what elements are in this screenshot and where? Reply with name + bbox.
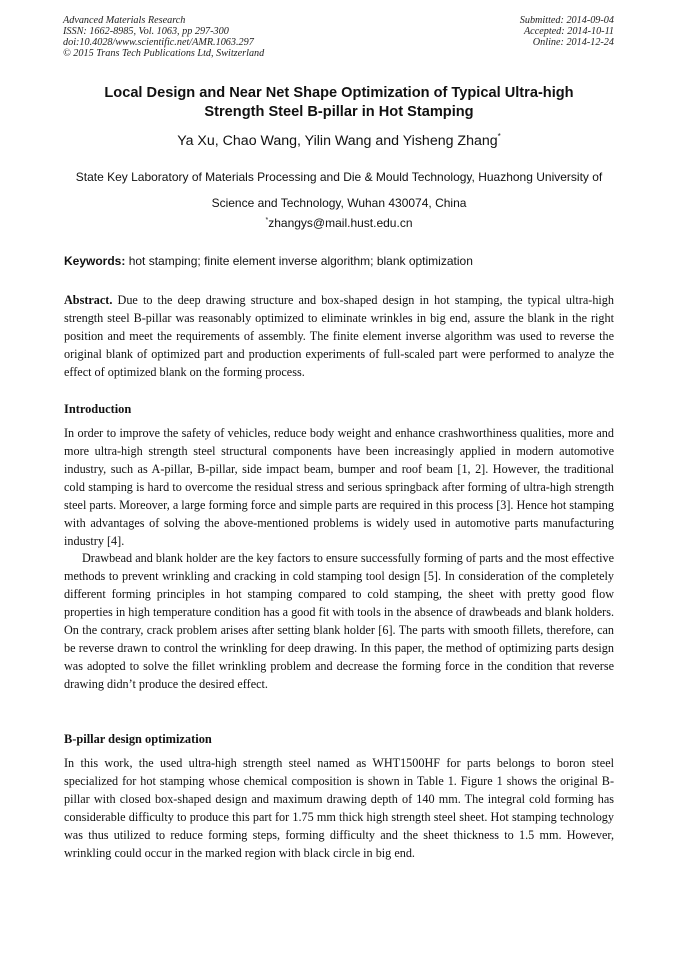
section-heading-introduction: Introduction [64,402,132,416]
keywords-label: Keywords: [64,254,126,268]
keywords-text: hot stamping; finite element inverse algorithm; blank optimization [125,254,473,268]
corresponding-mark: * [497,132,501,141]
keywords [64,253,616,269]
submitted-date: Submitted: 2014-09-04 [519,15,614,26]
affiliation [56,164,622,216]
email-mark: * [265,217,269,224]
affiliation-line-1: State Key Laboratory of Materials Processing and Die & Mould Technology, Huazhong University of [75,170,603,184]
issn-line: ISSN: 1662-8985, Vol. 1063, pp 297-300 [63,26,229,37]
journal-name: Advanced Materials Research [63,15,186,26]
email-address: zhangys@mail.hust.edu.cn [268,216,413,230]
online-date: Online: 2014-12-24 [532,37,614,48]
introduction-paragraph-2: Drawbead and blank holder are the key factors to ensure successfully forming of parts and the most effective methods to prevent wrinkling and cracking in cold stamping tool design [5]. In consideration of the completely different forming principles in hot stamping compared to cold stamping, the sheet with pretty good flow properties in high temperature condition has a good fit with tools in the absence of drawbeads and blank holders. On the contrary, crack problem arises after setting blank holder [6]. The parts with smooth fillets, therefore, can be reverse drawn to control the wrinkling for deep drawing. In this paper, the method of optimizing parts design was adopted to solve the fillet wrinkling problem and decrease the forming force in the condition that reverse drawing didn’t produce the desired effect. [64,551,614,691]
abstract-text: Due to the deep drawing structure and box-shaped design in hot stamping, the typical ultra-high strength steel B-pillar was reasonably optimized to eliminate wrinkles in big end, assure the blank in the right position and meet the requirements of assembly. The finite element inverse algorithm was used to reverse the original blank of optimized part and production experiments of full-scaled part were performed to analyze the effect of optimized blank on the forming process. [64,293,614,379]
contact-email [40,212,638,232]
copyright-line: © 2015 Trans Tech Publications Ltd, Switzerland [63,48,265,59]
abstract [64,291,614,381]
abstract-label: Abstract. [64,293,113,307]
bpillar-paragraph-1: In this work, the used ultra-high strength steel named as WHT1500HF for parts belongs to boron steel specialized for hot stamping whose chemical composition is shown in Table 1. Figure 1 shows the original B-pillar with closed box-shaped design and maximum drawing depth of 140 mm. The integral cold forming has considerable difficulty to produce this part for 1.75 mm thick high strength steel sheet. Hot stamping technology was thus utilized to reduce forming steps, forming difficulty and the sheet thickness to 1.5 mm. However, wrinkling could occur in the marked region with black circle in big end. [64,756,614,860]
author-names: Ya Xu, Chao Wang, Yilin Wang and Yisheng Zhang [177,133,498,149]
section-heading-bpillar: B-pillar design optimization [64,732,212,746]
journal-info [63,15,264,59]
title-line-2: Strength Steel B-pillar in Hot Stamping [204,104,474,120]
accepted-date: Accepted: 2014-10-11 [523,26,614,37]
submission-dates [520,15,614,48]
introduction-paragraph-1: In order to improve the safety of vehicles, reduce body weight and enhance crashworthiness qualities, more and more ultra-high strength steel structural components have been increasingly applied in modern automotive industry, such as A-pillar, B-pillar, side impact beam, bumper and roof beam [1, 2]. However, the traditional cold stamping is hard to overcome the residual stress and serious springback after forming of ultra-high strength steel parts. Moreover, a large forming force and simple parts are required in this process [3]. Hence hot stamping with advantages of solving the above-mentioned problems is widely used in automotive parts manufacturing industry [4]. [64,426,614,548]
paper-title [40,84,638,122]
affiliation-line-2: Science and Technology, Wuhan 430074, China [211,196,467,210]
author-list [40,128,638,150]
doi-line: doi:10.4028/www.scientific.net/AMR.1063.297 [63,37,254,48]
title-line-1: Local Design and Near Net Shape Optimization of Typical Ultra-high [104,85,574,101]
